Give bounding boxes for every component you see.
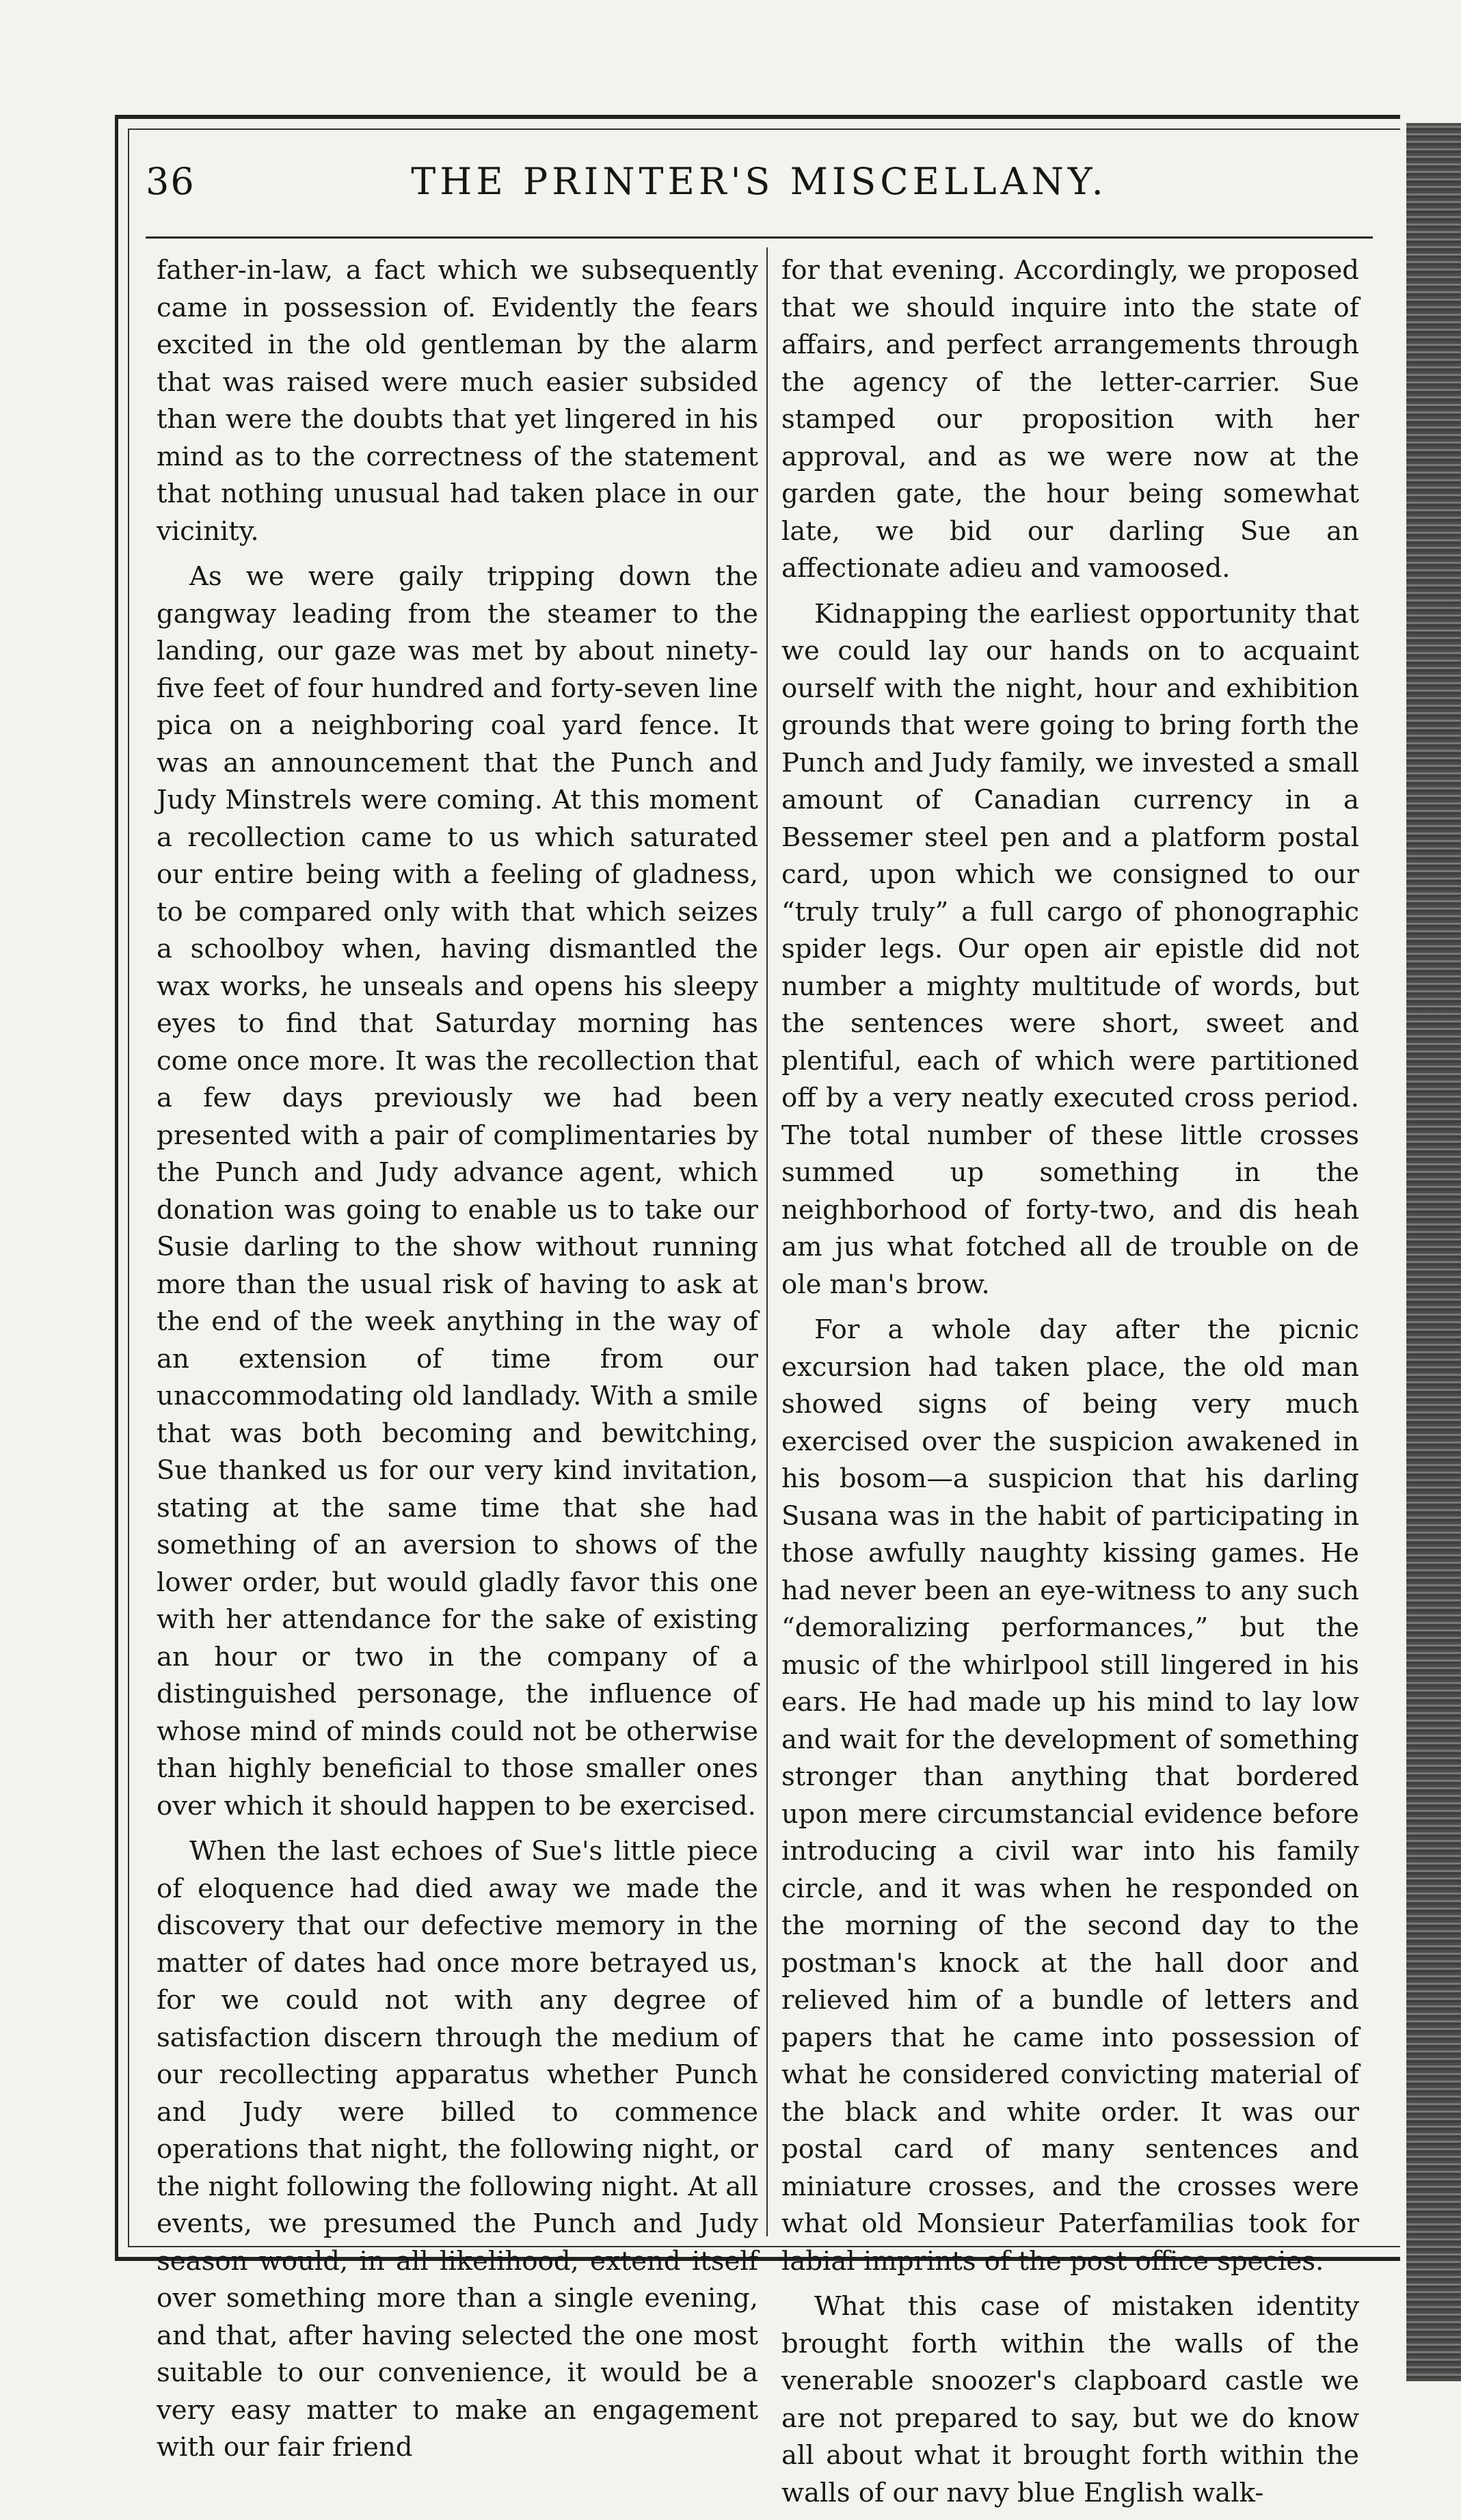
page-edge-shadow bbox=[1406, 123, 1461, 2381]
running-header bbox=[146, 160, 1373, 215]
paragraph: As we were gaily tripping down the gangway leading from the steamer to the landing, our gaze was met by about ninety-five feet of four hundred and forty-seven line pica on a neighboring coal yard fence. It was an announcement that the Punch and Judy Minstrels were coming. At this moment a recollection came to us which saturated our entire being with a feeling of gladness, to be compared only with that which seizes a schoolboy when, having dismantled the wax works, he unseals and opens his sleepy eyes to find that Saturday morning has come once more. It was the recollection that a few days previously we had been presented with a pair of complimentaries by the Punch and Judy advance agent, which donation was going to enable us to take our Susie darling to the show without running more than the usual risk of having to ask at the end of the week anything in the way of an extension of time from our unaccommodating old landlady. With a smile that was both becoming and bewitching, Sue thanked us for our very kind invitation, stating at the same time that she had something of an aversion to shows of the lower order, but would gladly favor this one with her attendance for the sake of existing an hour or two in the company of a distinguished personage, the influence of whose mind of minds could not be otherwise than highly beneficial to those smaller ones over which it should happen to be exercised. bbox=[157, 561, 758, 1821]
paragraph: Kidnapping the earliest opportunity that we could lay our hands on to acquaint ourself with the night, hour and exhibition grounds that were going to bring forth the Punch and Judy family, we invested a small amount of Canadian currency in a Bessemer steel pen and a platform postal card, upon which we consigned to our “truly truly” a full cargo of phonographic spider legs. Our open air epistle did not number a mighty multitude of words, but the sentences were short, sweet and plentiful, each of which were partitioned off by a very neatly executed cross period. The total number of these little crosses summed up something in the neighborhood of forty-two, and dis heah am jus what fotched all de trouble on de ole man's brow. bbox=[781, 598, 1359, 1300]
left-column bbox=[157, 252, 758, 2475]
page-number: 36 bbox=[146, 160, 196, 203]
paragraph: For a whole day after the picnic excursion had taken place, the old man showed signs of being very much exercised over the suspicion awakened in his bosom—a suspicion that his darling Susana was in the habit of participating in those awfully naughty kissing games. He had never been an eye-witness to any such “demoralizing performances,” but the music of the whirlpool still lingered in his ears. He had made up his mind to lay low and wait for the development of something stronger than anything that bordered upon mere circumstancial evidence before introducing a civil war into his family circle, and it was when he responded on the morning of the second day to the postman's knock at the hall door and relieved him of a bundle of letters and papers that he came into possession of what he considered convicting material of the black and white order. It was our postal card of many sentences and miniature crosses, and the crosses were what old Monsieur Paterfamilias took for labial imprints of the post office species. bbox=[781, 1314, 1359, 2277]
paragraph: for that evening. Accordingly, we proposed that we should inquire into the state of affairs, and perfect arrangements through the agency of the letter-carrier. Sue stamped our proposition with her approval, and as we were now at the garden gate, the hour being somewhat late, we bid our darling Sue an affectionate adieu and vamoosed. bbox=[781, 255, 1359, 584]
paragraph: What this case of mistaken identity brought forth within the walls of the venerable snoozer's clapboard castle we are not prepared to say, but we do know all about what it brought forth within the walls of our navy blue English walk- bbox=[781, 2291, 1359, 2508]
column-divider bbox=[766, 247, 768, 2236]
paragraph: father-in-law, a fact which we subsequently came in possession of. Evidently the fears excited in the old gentleman by the alarm that was raised were much easier subsided than were the doubts that yet lingered in his mind as to the correctness of the statement that nothing unusual had taken place in our vicinity. bbox=[157, 255, 758, 547]
right-column bbox=[781, 252, 1359, 2520]
running-title: THE PRINTER'S MISCELLANY. bbox=[411, 160, 1108, 203]
page-frame bbox=[115, 115, 1400, 2508]
header-rule bbox=[146, 236, 1373, 239]
paragraph: When the last echoes of Sue's little piece of eloquence had died away we made the discovery that our defective memory in the matter of dates had once more betrayed us, for we could not with any degree of satisfaction discern through the medium of our recollecting apparatus whether Punch and Judy were billed to commence operations that night, the following night, or the night following the following night. At all events, we presumed the Punch and Judy season would, in all likelihood, extend itself over something more than a single evening, and that, after having selected the one most suitable to our convenience, it would be a very easy matter to make an engagement with our fair friend bbox=[157, 1836, 758, 2463]
